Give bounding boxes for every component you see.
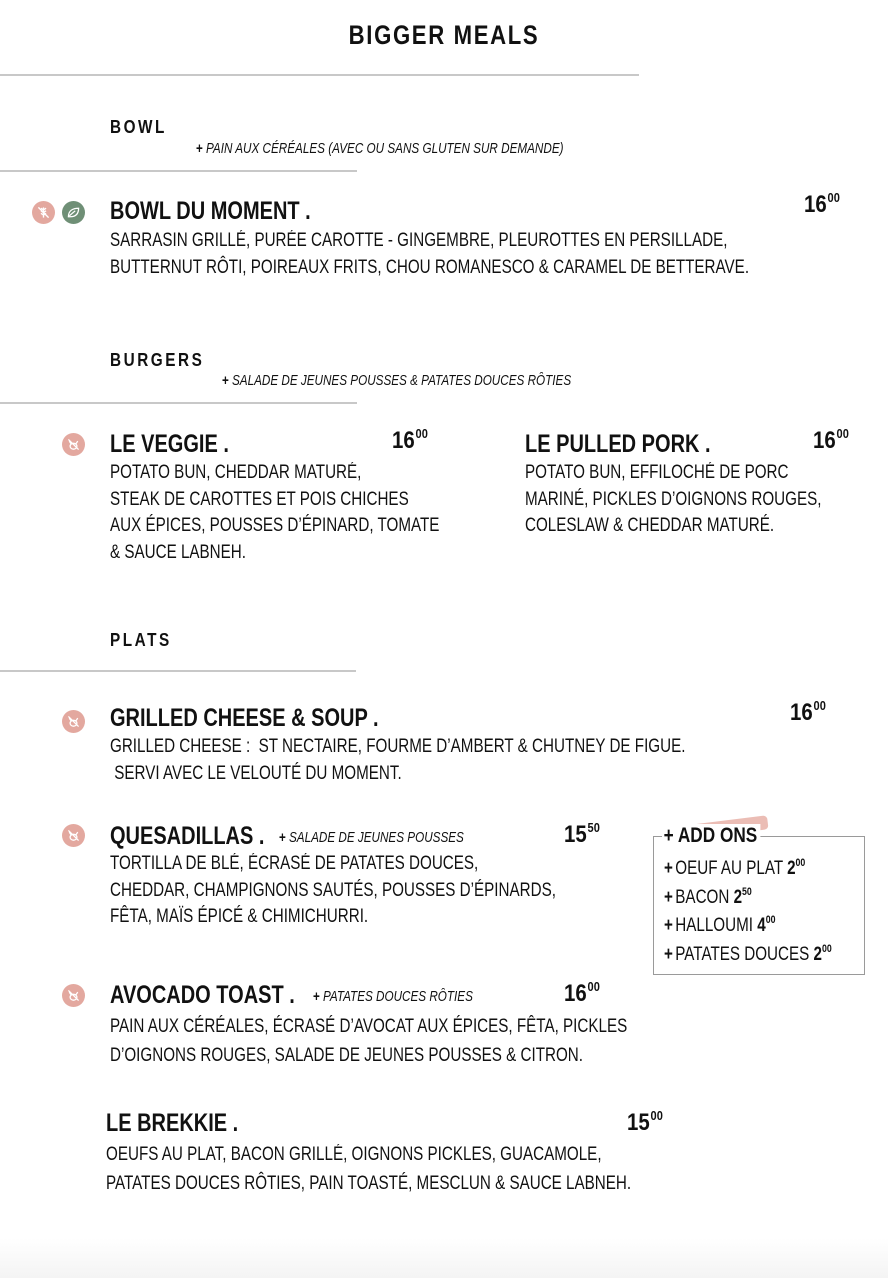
description-line: OEUFS AU PLAT, BACON GRILLÉ, OIGNONS PICKLES, GUACAMOLE,: [106, 1144, 602, 1165]
addon-price-main: 4: [757, 915, 766, 936]
item-name: GRILLED CHEESE & SOUP .: [110, 704, 379, 732]
description-line: TORTILLA DE BLÉ, ÉCRASÉ DE PATATES DOUCES,: [110, 853, 479, 874]
price-cents: 00: [650, 1108, 663, 1123]
item-name: LE BREKKIE .: [106, 1109, 239, 1137]
addon-label: HALLOUMI: [675, 915, 753, 936]
price-cents: 00: [587, 979, 600, 994]
item-description: [110, 734, 685, 787]
no-wheat-icon: [32, 201, 55, 224]
description-line: POTATO BUN, EFFILOCHÉ DE PORC: [525, 462, 789, 483]
addons-title-text: ADD ONS: [677, 824, 758, 847]
section-divider-burgers: [0, 402, 357, 404]
description-line: AUX ÉPICES, POUSSES D’ÉPINARD, TOMATE: [110, 515, 440, 536]
description-line: SERVI AVEC LE VELOUTÉ DU MOMENT.: [110, 762, 402, 784]
page-title: BIGGER MEALS: [348, 20, 540, 50]
section-subtitle-bowl: [196, 140, 564, 157]
price-cents: 00: [836, 426, 849, 441]
price-cents: 00: [813, 698, 826, 713]
addon-item: [664, 914, 775, 937]
price-main: 15: [564, 821, 587, 848]
item-name: LE PULLED PORK .: [525, 430, 711, 458]
price-main: 16: [813, 427, 836, 454]
description-line: CHEDDAR, CHAMPIGNONS SAUTÉS, POUSSES D’ÉPINARDS,: [110, 879, 556, 901]
addon-price-cents: 00: [795, 857, 806, 869]
description-line: MARINÉ, PICKLES D’OIGNONS ROUGES,: [525, 488, 822, 510]
price-main: 16: [392, 427, 415, 454]
item-name: AVOCADO TOAST .: [110, 981, 295, 1009]
vegetarian-icon: [62, 984, 85, 1007]
vegetarian-icon: [62, 824, 85, 847]
item-name: BOWL DU MOMENT .: [110, 197, 311, 225]
section-divider-plats: [0, 670, 356, 672]
page-bottom-shade: [0, 1238, 888, 1278]
item-description: [110, 228, 749, 281]
item-price: [564, 979, 600, 1008]
plus-sign: +: [663, 824, 674, 847]
section-title-plats: PLATS: [110, 630, 172, 650]
subtitle-text: PAIN AUX CÉRÉALES (AVEC OU SANS GLUTEN SUR DEMANDE): [205, 140, 564, 157]
description-line: D’OIGNONS ROUGES, SALADE DE JEUNES POUSSES & CITRON.: [110, 1045, 583, 1066]
description-line: GRILLED CHEESE : ST NECTAIRE, FOURME D’AMBERT & CHUTNEY DE FIGUE.: [110, 736, 686, 757]
item-description: [525, 460, 821, 540]
plus-sign: +: [664, 944, 673, 965]
item-price: [804, 190, 840, 219]
addons-title: [662, 824, 761, 848]
extra-text: PATATES DOUCES RÔTIES: [322, 988, 473, 1005]
vegan-leaf-icon: [62, 201, 85, 224]
item-description: [106, 1140, 631, 1198]
price-cents: 00: [415, 426, 428, 441]
plus-sign: +: [664, 915, 673, 936]
price-main: 16: [804, 191, 827, 218]
section-subtitle-burgers: [222, 372, 571, 389]
addon-price-main: 2: [733, 887, 743, 908]
description-line: COLESLAW & CHEDDAR MATURÉ.: [525, 515, 775, 536]
price-main: 15: [627, 1109, 650, 1136]
addon-item: [664, 943, 832, 966]
addon-price-main: 2: [787, 858, 796, 879]
plus-sign: +: [313, 988, 320, 1005]
item-extra: [279, 829, 464, 846]
subtitle-text: SALADE DE JEUNES POUSSES & PATATES DOUCES RÔTIES: [231, 372, 572, 389]
item-price: [564, 820, 600, 849]
addon-price-cents: 50: [742, 886, 752, 898]
item-description: [110, 1012, 627, 1070]
description-line: PATATES DOUCES RÔTIES, PAIN TOASTÉ, MESCLUN & SAUCE LABNEH.: [106, 1173, 632, 1194]
description-line: POTATO BUN, CHEDDAR MATURÉ,: [110, 462, 362, 483]
plus-sign: +: [222, 372, 229, 389]
description-line: FÊTA, MAÏS ÉPICÉ & CHIMICHURRI.: [110, 906, 369, 927]
plus-sign: +: [196, 140, 203, 157]
description-line: BUTTERNUT RÔTI, POIREAUX FRITS, CHOU ROMANESCO & CARAMEL DE BETTERAVE.: [110, 256, 750, 278]
addon-price-main: 2: [813, 944, 822, 965]
description-line: STEAK DE CAROTTES ET POIS CHICHES: [110, 488, 409, 510]
title-divider: [0, 74, 639, 76]
section-divider-bowl: [0, 170, 357, 172]
addon-price-cents: 00: [821, 943, 832, 955]
section-title-bowl: BOWL: [110, 117, 167, 137]
section-title-burgers: BURGERS: [110, 350, 205, 370]
addon-item: [664, 886, 752, 909]
addon-item: [664, 857, 805, 880]
description-line: PAIN AUX CÉRÉALES, ÉCRASÉ D’AVOCAT AUX ÉPICES, FÊTA, PICKLES: [110, 1016, 628, 1037]
item-name: LE VEGGIE .: [110, 430, 229, 458]
addon-label: BACON: [675, 887, 730, 908]
vegetarian-icon: [62, 710, 85, 733]
price-cents: 50: [587, 820, 600, 835]
item-name: QUESADILLAS .: [110, 822, 265, 850]
vegetarian-icon: [62, 433, 85, 456]
addon-label: OEUF AU PLAT: [675, 858, 783, 879]
description-line: SARRASIN GRILLÉ, PURÉE CAROTTE - GINGEMBRE, PLEUROTTES EN PERSILLADE,: [110, 230, 728, 251]
price-main: 16: [564, 980, 587, 1007]
item-price: [790, 698, 826, 727]
price-cents: 00: [827, 190, 840, 205]
item-description: [110, 460, 439, 566]
addon-price-cents: 00: [765, 914, 776, 926]
plus-sign: +: [664, 887, 673, 908]
description-line: & SAUCE LABNEH.: [110, 541, 246, 563]
item-extra: [313, 988, 473, 1005]
item-price: [392, 426, 428, 455]
item-price: [813, 426, 849, 455]
plus-sign: +: [279, 829, 286, 846]
addon-label: PATATES DOUCES: [675, 944, 810, 965]
item-price: [627, 1108, 663, 1137]
plus-sign: +: [664, 858, 673, 879]
price-main: 16: [790, 699, 813, 726]
item-description: [110, 851, 556, 931]
extra-text: SALADE DE JEUNES POUSSES: [288, 829, 464, 846]
